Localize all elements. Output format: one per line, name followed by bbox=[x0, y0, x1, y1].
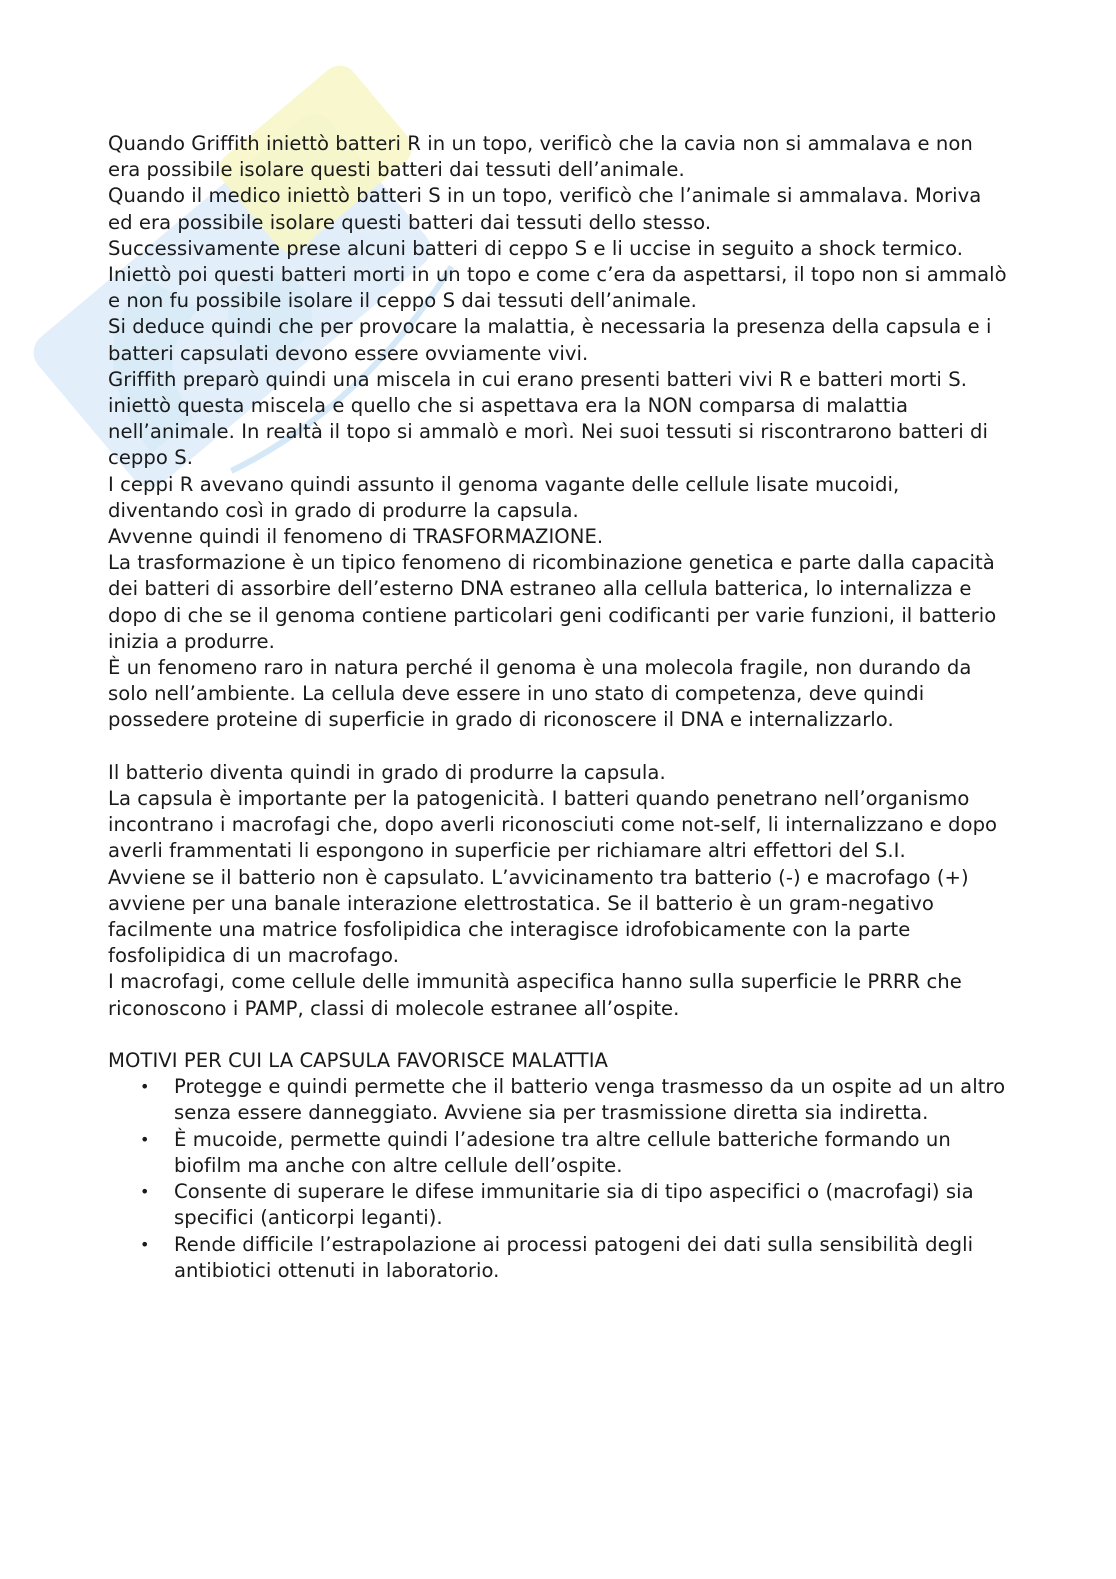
list-item bbox=[140, 1127, 1008, 1179]
paragraph: I ceppi R avevano quindi assunto il genoma vagante delle cellule lisate mucoidi, diventando così in grado di produrre la capsula. bbox=[108, 472, 900, 522]
paragraph: È un fenomeno raro in natura perché il genoma è una molecola fragile, non durando da solo nell’ambiente. La cellula deve essere in uno stato di competenza, deve quindi possedere proteine di superficie in grado di riconoscere il DNA e internalizzarlo. bbox=[108, 656, 972, 732]
paragraph-spacer bbox=[108, 1022, 1008, 1048]
list-item-text: Consente di superare le difese immunitarie sia di tipo aspecifici o (macrofagi) sia specifici (anticorpi leganti). bbox=[174, 1180, 974, 1230]
list-item bbox=[140, 1232, 1008, 1284]
paragraph-spacer bbox=[108, 734, 1008, 760]
paragraph: Quando il medico iniettò batteri S in un topo, verificò che l’animale si ammalava. Moriva ed era possibile isolare questi batteri dai tessuti dello stesso. bbox=[108, 184, 982, 234]
section-griffith-experiment bbox=[108, 131, 1008, 734]
paragraph: Griffith preparò quindi una miscela in cui erano presenti batteri vivi R e batteri morti S. iniettò questa miscela e quello che si aspettava era la NON comparsa di malattia nell’animale. In realtà il topo si ammalò e morì. Nei suoi tessuti si riscontrarono batteri di ceppo S. bbox=[108, 367, 988, 470]
bullet-icon: • bbox=[140, 1234, 150, 1254]
list-item-text: Rende difficile l’estrapolazione ai processi patogeni dei dati sulla sensibilità degli antibiotici ottenuti in laboratorio. bbox=[174, 1232, 974, 1282]
bullet-icon: • bbox=[140, 1077, 150, 1097]
list-item-text: Protegge e quindi permette che il batterio venga trasmesso da un ospite ad un altro senza essere danneggiato. Avviene sia per trasmissione diretta sia indiretta. bbox=[174, 1075, 1006, 1125]
bullet-icon: • bbox=[140, 1129, 150, 1149]
bullet-icon: • bbox=[140, 1182, 150, 1202]
paragraph: Successivamente prese alcuni batteri di ceppo S e li uccise in seguito a shock termico. Iniettò poi questi batteri morti in un topo e come c’era da aspettarsi, il topo non si ammalò e non fu possibile isolare il ceppo S dai tessuti dell’animale. bbox=[108, 236, 1007, 313]
paragraph: Quando Griffith iniettò batteri R in un topo, verificò che la cavia non si ammalava e non era possibile isolare questi batteri dai tessuti dell’animale. bbox=[108, 132, 973, 182]
section-capsule-pathogenicity bbox=[108, 760, 1008, 1022]
paragraph: I macrofagi, come cellule delle immunità aspecifica hanno sulla superficie le PRRR che riconoscono i PAMP, classi di molecole estranee all’ospite. bbox=[108, 970, 962, 1020]
paragraph: Avviene se il batterio non è capsulato. L’avvicinamento tra batterio (-) e macrofago (+) avviene per una banale interazione elettrostatica. Se il batterio è un gram-negativo facilmente una matrice fosfolipidica che interagisce idrofobicamente con la parte fosfolipidica di un macrofago. bbox=[108, 865, 969, 968]
paragraph: La trasformazione è un tipico fenomeno di ricombinazione genetica e parte dalla capacità dei batteri di assorbire dell’esterno DNA estraneo alla cellula batterica, lo internalizza e dopo di che se il genoma contiene particolari geni codificanti per varie funzioni, il batterio inizia a produrre. bbox=[108, 551, 997, 653]
bullet-list bbox=[108, 1074, 1008, 1284]
section-heading: MOTIVI PER CUI LA CAPSULA FAVORISCE MALATTIA bbox=[108, 1049, 608, 1073]
paragraph: La capsula è importante per la patogenicità. I batteri quando penetrano nell’organismo incontrano i macrofagi che, dopo averli riconosciuti come not-self, li internalizzano e dopo averli frammentati li espongono in superficie per richiamare altri effettori del S.I. bbox=[108, 787, 998, 863]
document-body bbox=[108, 131, 1008, 1284]
list-item bbox=[140, 1179, 1008, 1231]
paragraph: Si deduce quindi che per provocare la malattia, è necessaria la presenza della capsula e i batteri capsulati devono essere ovviamente vivi. bbox=[108, 315, 992, 365]
list-item bbox=[140, 1074, 1008, 1126]
list-item-text: È mucoide, permette quindi l’adesione tra altre cellule batteriche formando un biofilm ma anche con altre cellule dell’ospite. bbox=[174, 1127, 951, 1177]
paragraph: Avvenne quindi il fenomeno di TRASFORMAZIONE. bbox=[108, 525, 604, 549]
paragraph: Il batterio diventa quindi in grado di produrre la capsula. bbox=[108, 760, 666, 784]
